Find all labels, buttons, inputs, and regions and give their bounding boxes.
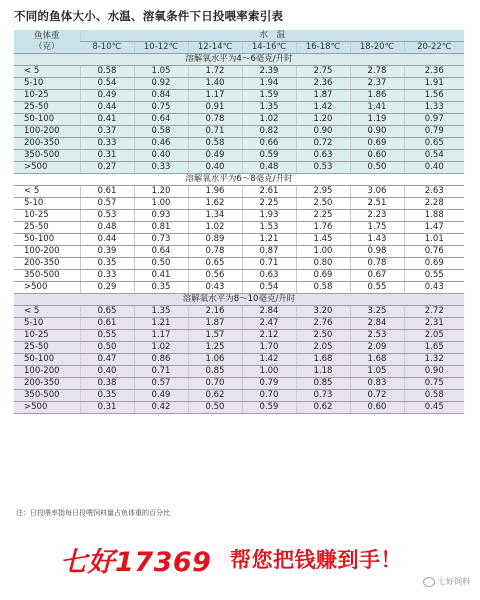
feeding-rate-cell: 2.36: [404, 66, 464, 78]
feeding-rate-cell: 0.89: [188, 234, 242, 246]
feeding-rate-cell: 0.81: [134, 222, 188, 234]
table-row: [14, 78, 464, 90]
oxygen-section-8-10: [14, 294, 464, 414]
feeding-rate-cell: 0.62: [296, 402, 350, 414]
feeding-rate-cell: 0.78: [188, 114, 242, 126]
feeding-rate-cell: 1.45: [296, 234, 350, 246]
feeding-rate-cell: 0.92: [134, 78, 188, 90]
feeding-rate-cell: 1.25: [188, 342, 242, 354]
feeding-rate-cell: 0.73: [296, 390, 350, 402]
feeding-rate-cell: 0.62: [188, 390, 242, 402]
section-label: 溶解氧水平为4～6毫克/升时: [14, 54, 464, 66]
feeding-rate-cell: 2.47: [242, 318, 296, 330]
feeding-rate-cell: 1.17: [188, 90, 242, 102]
feeding-rate-cell: 0.53: [296, 162, 350, 174]
section-label: 溶解氧水平为6～8毫克/升时: [14, 174, 464, 186]
table-row: [14, 90, 464, 102]
feeding-rate-cell: 1.57: [188, 330, 242, 342]
feeding-rate-cell: 1.02: [242, 114, 296, 126]
table-row: [14, 402, 464, 414]
feeding-rate-cell: 1.75: [350, 222, 404, 234]
feeding-rate-cell: 0.72: [296, 138, 350, 150]
feeding-rate-cell: 0.54: [242, 282, 296, 294]
fish-size-cell: 350-500: [14, 270, 80, 282]
feeding-rate-cell: 1.56: [404, 90, 464, 102]
fish-size-cell: 5-10: [14, 198, 80, 210]
feeding-rate-cell: 0.48: [80, 222, 134, 234]
weight-unit: （克）: [33, 41, 60, 52]
feeding-rate-cell: 0.27: [80, 162, 134, 174]
page-title: 不同的鱼体大小、水温、溶氧条件下日投喂率索引表: [14, 9, 284, 23]
feeding-rate-cell: 2.36: [296, 78, 350, 90]
feeding-rate-cell: 0.91: [188, 102, 242, 114]
feeding-rate-cell: 0.64: [134, 114, 188, 126]
section-header-row: [14, 54, 464, 66]
feeding-rate-cell: 1.91: [404, 78, 464, 90]
fish-size-cell: < 5: [14, 306, 80, 318]
fish-size-cell: 50-100: [14, 354, 80, 366]
feeding-rate-cell: 0.60: [350, 150, 404, 162]
feeding-rate-cell: 0.40: [404, 162, 464, 174]
fish-size-cell: 100-200: [14, 366, 80, 378]
temp-col-header: 12-14℃: [188, 42, 242, 54]
feeding-rate-cell: 0.73: [134, 234, 188, 246]
fish-size-cell: 200-350: [14, 258, 80, 270]
feeding-rate-cell: 0.67: [350, 270, 404, 282]
feeding-rate-cell: 1.02: [188, 222, 242, 234]
feeding-rate-cell: 0.49: [134, 390, 188, 402]
temp-col-header: 14-16℃: [242, 42, 296, 54]
feeding-rate-cell: 0.63: [296, 150, 350, 162]
feeding-rate-cell: 1.88: [404, 210, 464, 222]
table-row: [14, 102, 464, 114]
feeding-rate-cell: 0.69: [350, 138, 404, 150]
fish-size-cell: 100-200: [14, 126, 80, 138]
feeding-rate-cell: 1.43: [350, 234, 404, 246]
feeding-rate-cell: 2.25: [242, 198, 296, 210]
feeding-rate-cell: 0.57: [80, 198, 134, 210]
fish-size-cell: 100-200: [14, 246, 80, 258]
table-row: [14, 318, 464, 330]
feeding-rate-cell: 0.75: [404, 378, 464, 390]
table-row: [14, 222, 464, 234]
feeding-rate-cell: 1.87: [296, 90, 350, 102]
feeding-rate-cell: 2.75: [296, 66, 350, 78]
feeding-rate-cell: 0.43: [188, 282, 242, 294]
feeding-rate-cell: 3.25: [350, 306, 404, 318]
feeding-rate-cell: 2.09: [350, 342, 404, 354]
feeding-rate-cell: 0.56: [188, 270, 242, 282]
feeding-rate-cell: 0.71: [242, 258, 296, 270]
feeding-rate-cell: 0.71: [188, 126, 242, 138]
feeding-rate-cell: 0.70: [188, 378, 242, 390]
feeding-rate-cell: 0.46: [134, 138, 188, 150]
feeding-rate-cell: 3.06: [350, 186, 404, 198]
feeding-rate-cell: 0.54: [404, 150, 464, 162]
feeding-rate-cell: 0.93: [134, 210, 188, 222]
feeding-rate-cell: 0.58: [80, 66, 134, 78]
table-row: [14, 138, 464, 150]
feeding-rate-cell: 1.86: [350, 90, 404, 102]
feeding-rate-cell: 0.83: [350, 378, 404, 390]
table-row: [14, 258, 464, 270]
feeding-rate-cell: 0.76: [404, 246, 464, 258]
feeding-rate-cell: 0.69: [404, 258, 464, 270]
feeding-rate-cell: 2.78: [350, 66, 404, 78]
feeding-rate-cell: 0.65: [404, 138, 464, 150]
fish-size-cell: 25-50: [14, 222, 80, 234]
section-header-row: [14, 294, 464, 306]
feeding-rate-cell: 2.39: [242, 66, 296, 78]
feeding-rate-cell: 1.87: [188, 318, 242, 330]
feeding-rate-cell: 1.59: [242, 90, 296, 102]
fish-size-cell: 350-500: [14, 390, 80, 402]
feeding-rate-cell: 1.93: [242, 210, 296, 222]
promo-slogan: 帮您把钱赚到手！: [230, 548, 402, 572]
feeding-rate-cell: 0.33: [80, 138, 134, 150]
feeding-rate-cell: 0.71: [134, 366, 188, 378]
feeding-rate-cell: 1.62: [188, 198, 242, 210]
feeding-rate-cell: 1.76: [296, 222, 350, 234]
feeding-rate-cell: 0.64: [134, 246, 188, 258]
feeding-rate-cell: 1.68: [296, 354, 350, 366]
feeding-rate-cell: 1.41: [350, 102, 404, 114]
feeding-rate-cell: 2.84: [242, 306, 296, 318]
feeding-rate-cell: 2.16: [188, 306, 242, 318]
table-row: [14, 270, 464, 282]
feeding-rate-cell: 0.58: [188, 138, 242, 150]
table-row: [14, 390, 464, 402]
table-row: [14, 186, 464, 198]
feeding-rate-cell: 1.47: [404, 222, 464, 234]
feeding-rate-cell: 1.21: [134, 318, 188, 330]
feeding-rate-cell: 0.50: [134, 258, 188, 270]
feeding-rate-cell: 0.65: [188, 258, 242, 270]
feeding-rate-cell: 0.58: [404, 390, 464, 402]
feeding-rate-cell: 0.39: [80, 246, 134, 258]
feeding-rate-cell: 1.96: [188, 186, 242, 198]
feeding-rate-cell: 1.02: [134, 342, 188, 354]
feeding-rate-cell: 0.41: [80, 114, 134, 126]
feeding-rate-cell: 0.55: [404, 270, 464, 282]
feeding-rate-cell: 2.05: [296, 342, 350, 354]
table-row: [14, 150, 464, 162]
feeding-rate-cell: 1.06: [188, 354, 242, 366]
feeding-rate-cell: 1.17: [134, 330, 188, 342]
feeding-rate-cell: 1.19: [350, 114, 404, 126]
fish-size-cell: 10-25: [14, 210, 80, 222]
feeding-rate-cell: 0.31: [80, 150, 134, 162]
feeding-rate-cell: 0.33: [80, 270, 134, 282]
feeding-rate-cell: 2.05: [404, 330, 464, 342]
feeding-rate-cell: 2.95: [296, 186, 350, 198]
feeding-rate-cell: 0.47: [80, 354, 134, 366]
feeding-rate-cell: 0.65: [80, 306, 134, 318]
feeding-rate-cell: 1.42: [296, 102, 350, 114]
feeding-rate-cell: 0.42: [134, 402, 188, 414]
feeding-rate-cell: 1.20: [296, 114, 350, 126]
feeding-rate-cell: 1.20: [134, 186, 188, 198]
feeding-rate-cell: 1.05: [134, 66, 188, 78]
feeding-rate-cell: 0.59: [242, 402, 296, 414]
feeding-rate-cell: 0.40: [80, 366, 134, 378]
temperature-group-header: 水 温: [80, 30, 464, 42]
feeding-rate-cell: 0.50: [188, 402, 242, 414]
feeding-rate-cell: 0.84: [134, 90, 188, 102]
feeding-rate-cell: 1.05: [350, 366, 404, 378]
fish-size-cell: >500: [14, 402, 80, 414]
feeding-rate-cell: 0.61: [80, 318, 134, 330]
feeding-rate-cell: 0.35: [80, 258, 134, 270]
feeding-rate-cell: 0.86: [134, 354, 188, 366]
feeding-rate-cell: 1.70: [242, 342, 296, 354]
feeding-rate-cell: 0.38: [80, 378, 134, 390]
section-header-row: [14, 174, 464, 186]
feeding-rate-cell: 2.76: [296, 318, 350, 330]
feeding-rate-cell: 2.25: [296, 210, 350, 222]
feeding-rate-cell: 0.44: [80, 102, 134, 114]
fish-size-cell: 25-50: [14, 102, 80, 114]
feeding-rate-cell: 2.50: [296, 198, 350, 210]
feeding-rate-cell: 2.51: [350, 198, 404, 210]
feeding-rate-cell: 0.79: [242, 378, 296, 390]
feeding-rate-cell: 0.75: [134, 102, 188, 114]
feeding-rate-cell: 0.49: [80, 90, 134, 102]
feeding-rate-cell: 0.49: [188, 150, 242, 162]
feeding-rate-cell: 2.50: [296, 330, 350, 342]
feeding-rate-cell: 1.34: [188, 210, 242, 222]
feeding-rate-cell: 1.18: [296, 366, 350, 378]
feeding-rate-cell: 0.35: [134, 282, 188, 294]
feeding-rate-cell: 0.50: [80, 342, 134, 354]
feeding-rate-cell: 1.72: [188, 66, 242, 78]
feeding-rate-cell: 0.66: [242, 138, 296, 150]
temp-col-header: 20-22℃: [404, 42, 464, 54]
oxygen-section-4-6: [14, 54, 464, 174]
feeding-rate-cell: 0.79: [404, 126, 464, 138]
feeding-rate-cell: 1.00: [242, 366, 296, 378]
temp-col-header: 10-12℃: [134, 42, 188, 54]
feeding-rate-cell: 0.78: [188, 246, 242, 258]
weight-label: 鱼体重: [33, 30, 60, 41]
table-row: [14, 234, 464, 246]
feeding-rate-cell: 1.35: [134, 306, 188, 318]
feeding-rate-cell: 1.42: [242, 354, 296, 366]
feeding-rate-cell: 0.98: [350, 246, 404, 258]
feeding-rate-cell: 2.23: [350, 210, 404, 222]
fish-size-cell: 10-25: [14, 90, 80, 102]
table-row: [14, 126, 464, 138]
fish-size-cell: 350-500: [14, 150, 80, 162]
watermark-text: 七好饲料: [438, 577, 470, 586]
feeding-rate-cell: 1.00: [134, 198, 188, 210]
feeding-rate-cell: 2.31: [404, 318, 464, 330]
feeding-rate-cell: 0.60: [350, 402, 404, 414]
feeding-rate-cell: 1.53: [242, 222, 296, 234]
feeding-rate-cell: 0.43: [404, 282, 464, 294]
feeding-rate-cell: 1.94: [242, 78, 296, 90]
section-label: 溶解氧水平为8～10毫克/升时: [14, 294, 464, 306]
fish-size-cell: 50-100: [14, 114, 80, 126]
fish-size-cell: 5-10: [14, 78, 80, 90]
feeding-rate-cell: 0.31: [80, 402, 134, 414]
feeding-rate-cell: 0.55: [350, 282, 404, 294]
feeding-rate-cell: 0.63: [242, 270, 296, 282]
oxygen-section-6-8: [14, 174, 464, 294]
table-row: [14, 246, 464, 258]
feeding-rate-cell: 1.01: [404, 234, 464, 246]
feeding-rate-cell: 0.35: [80, 390, 134, 402]
feeding-rate-cell: 0.41: [134, 270, 188, 282]
feeding-rate-cell: 0.78: [350, 258, 404, 270]
feeding-rate-cell: 0.48: [242, 162, 296, 174]
feeding-rate-cell: 2.12: [242, 330, 296, 342]
feeding-rate-cell: 0.85: [296, 378, 350, 390]
table-row: [14, 198, 464, 210]
temp-col-header: 18-20℃: [350, 42, 404, 54]
temp-col-header: 16-18℃: [296, 42, 350, 54]
feeding-rate-cell: 0.55: [80, 330, 134, 342]
fish-size-cell: >500: [14, 282, 80, 294]
table-row: [14, 66, 464, 78]
fish-size-cell: 200-350: [14, 378, 80, 390]
wechat-icon: [423, 577, 435, 587]
feeding-rate-cell: 0.54: [80, 78, 134, 90]
table-row: [14, 330, 464, 342]
feeding-rate-cell: 0.59: [242, 150, 296, 162]
feeding-rate-cell: 0.53: [80, 210, 134, 222]
fish-size-cell: 200-350: [14, 138, 80, 150]
table-row: [14, 306, 464, 318]
feeding-rate-cell: 1.32: [404, 354, 464, 366]
feeding-rate-cell: 0.40: [134, 150, 188, 162]
table-row: [14, 366, 464, 378]
feeding-rate-cell: 2.28: [404, 198, 464, 210]
feeding-rate-cell: 0.40: [188, 162, 242, 174]
feeding-rate-cell: 2.37: [350, 78, 404, 90]
feeding-rate-cell: 0.29: [80, 282, 134, 294]
feeding-rate-cell: 2.84: [350, 318, 404, 330]
fish-size-cell: >500: [14, 162, 80, 174]
feeding-rate-cell: 1.40: [188, 78, 242, 90]
feeding-rate-cell: 1.35: [242, 102, 296, 114]
fish-size-cell: 10-25: [14, 330, 80, 342]
feeding-rate-cell: 0.69: [296, 270, 350, 282]
brand-slogan-number: 七好17369: [60, 547, 212, 578]
feeding-rate-cell: 0.58: [296, 282, 350, 294]
feeding-rate-cell: 0.70: [242, 390, 296, 402]
feeding-rate-cell: 0.97: [404, 114, 464, 126]
feeding-rate-cell: 0.82: [242, 126, 296, 138]
footnote: 注：日投喂率指每日投喂饲料量占鱼体重的百分比: [16, 509, 170, 517]
fish-size-cell: < 5: [14, 66, 80, 78]
fish-size-cell: 5-10: [14, 318, 80, 330]
feeding-rate-cell: 1.21: [242, 234, 296, 246]
fish-size-cell: 50-100: [14, 234, 80, 246]
feeding-rate-cell: 3.20: [296, 306, 350, 318]
table-row: [14, 114, 464, 126]
table-row: [14, 342, 464, 354]
temp-col-header: 8-10℃: [80, 42, 134, 54]
feeding-rate-cell: 0.72: [350, 390, 404, 402]
feeding-rate-cell: 0.90: [350, 126, 404, 138]
feeding-rate-cell: 0.45: [404, 402, 464, 414]
feeding-rate-cell: 0.90: [296, 126, 350, 138]
fish-size-cell: < 5: [14, 186, 80, 198]
feeding-rate-cell: 1.00: [296, 246, 350, 258]
feeding-rate-cell: 0.33: [134, 162, 188, 174]
feeding-rate-cell: 0.57: [134, 378, 188, 390]
feeding-rate-cell: 2.63: [404, 186, 464, 198]
feeding-rate-cell: 0.90: [404, 366, 464, 378]
feeding-rate-cell: 0.61: [80, 186, 134, 198]
feeding-rate-cell: 2.72: [404, 306, 464, 318]
watermark: [423, 576, 470, 587]
table-row: [14, 354, 464, 366]
feeding-rate-cell: 2.53: [350, 330, 404, 342]
table-row: [14, 210, 464, 222]
feeding-rate-cell: 0.80: [296, 258, 350, 270]
feeding-rate-cell: 0.58: [134, 126, 188, 138]
feeding-rate-cell: 0.85: [188, 366, 242, 378]
table-row: [14, 162, 464, 174]
table-row: [14, 282, 464, 294]
feeding-rate-cell: 0.87: [242, 246, 296, 258]
feeding-rate-cell: 0.44: [80, 234, 134, 246]
table-row: [14, 378, 464, 390]
feeding-rate-table: [14, 30, 464, 414]
weight-column-header: [14, 30, 80, 54]
feeding-rate-cell: 1.33: [404, 102, 464, 114]
fish-size-cell: 25-50: [14, 342, 80, 354]
feeding-rate-cell: 2.61: [242, 186, 296, 198]
feeding-rate-cell: 1.65: [404, 342, 464, 354]
feeding-rate-cell: 0.50: [350, 162, 404, 174]
feeding-rate-cell: 1.68: [350, 354, 404, 366]
feeding-rate-cell: 0.37: [80, 126, 134, 138]
